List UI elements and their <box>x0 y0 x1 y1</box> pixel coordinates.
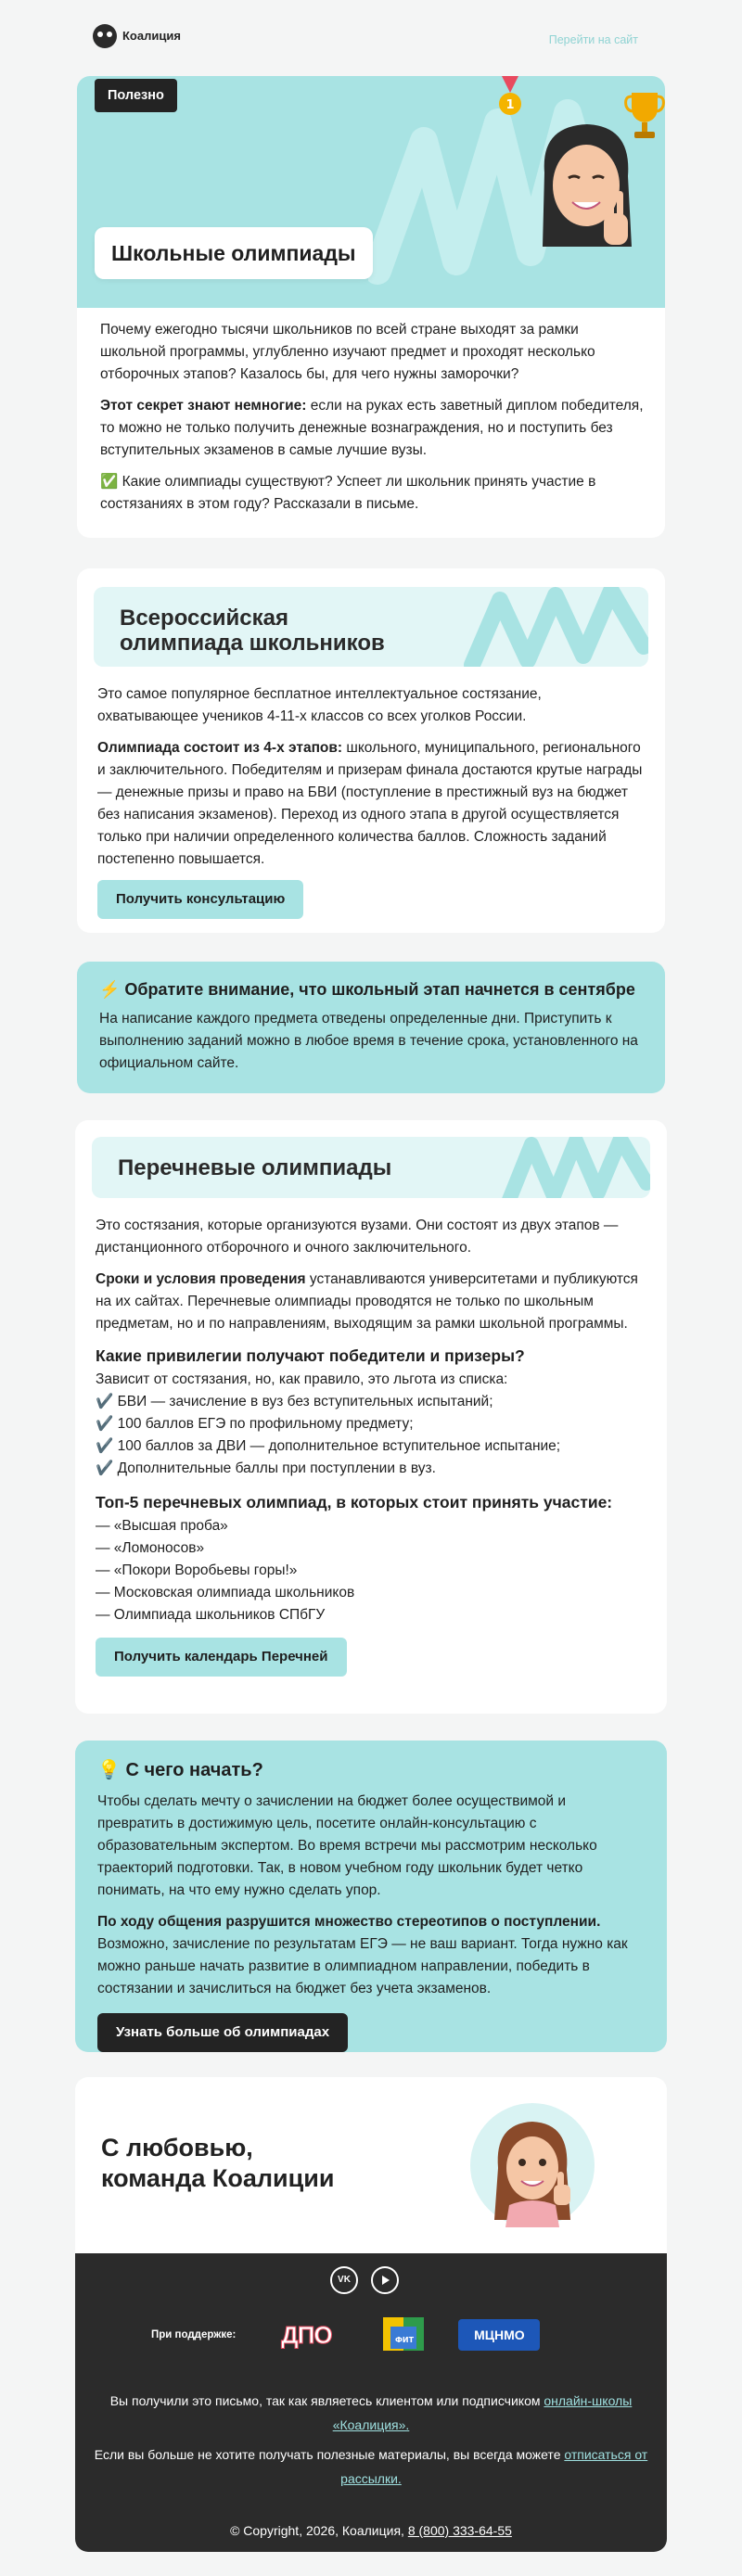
footer-text: Если вы больше не хотите получать полезные материалы, вы всегда можете <box>94 2447 565 2462</box>
intro-paragraph-1: Почему ежегодно тысячи школьников по всей стране выходят за рамки школьной программы, углубленно изучают предмет и проходят несколько отборочных этапов? Казалось бы, для чего нужны заморочки? <box>100 322 595 382</box>
privileges-title: Какие привилегии получают победители и призеры? <box>96 1346 525 1365</box>
page-title: Школьные олимпиады <box>95 227 373 279</box>
unsubscribe-link[interactable]: отписаться от рассылки. <box>340 2447 648 2486</box>
section-band <box>92 1137 650 1198</box>
avatar-girl-icon <box>531 117 641 256</box>
list-item: — «Покори Воробьевы горы!» <box>96 1562 298 1578</box>
tag-badge: Полезно <box>95 79 177 112</box>
perechen-card <box>75 1120 667 1714</box>
zigzag-decoration-icon <box>463 587 648 667</box>
start-rest: Возможно, зачисление по результатам ЕГЭ — не ваш вариант. Тогда нужно как можно раньше начать развитие в олимпиадном направлении, победить в состязании и зачислиться на бюджет без учета экзаменов. <box>97 1936 628 1996</box>
section-title-line2: олимпиада школьников <box>120 631 385 656</box>
hero-card <box>77 76 665 538</box>
notice-title: ⚡ Обратите внимание, что школьный этап начнется в сентябре <box>99 980 635 999</box>
intro-bold: Этот секрет знают немногие: <box>100 398 307 414</box>
signoff-line1: С любовью, <box>101 2134 253 2162</box>
youtube-icon[interactable] <box>371 2266 399 2294</box>
vsosh-card <box>77 568 665 933</box>
intro-paragraph-2 <box>100 395 647 462</box>
list-item: — Олимпиада школьников СПбГУ <box>96 1607 326 1623</box>
list-item: ✔️ Дополнительные баллы при поступлении в вуз. <box>96 1460 436 1476</box>
social-links <box>330 2266 399 2294</box>
cube-icon <box>379 2314 429 2356</box>
list-item: — «Высшая проба» <box>96 1518 228 1534</box>
play-icon <box>379 2275 390 2286</box>
partners-row <box>151 2316 540 2353</box>
brand-name: Коалиция <box>122 29 181 43</box>
footer-reason-text <box>94 2389 648 2437</box>
vsosh-bold: Олимпиада состоит из 4-х этапов: <box>97 740 343 756</box>
email-header <box>93 20 649 54</box>
avatar-thumbs-up-icon <box>470 2103 595 2227</box>
section-title-line1: Всероссийская <box>120 606 288 631</box>
footer-unsubscribe-text <box>94 2442 648 2491</box>
notice-text: На написание каждого предмета отведены определенные дни. Приступить к выполнению заданий можно в любое время в течение срока, установленного на официальном сайте. <box>99 1011 638 1071</box>
vsosh-rest: школьного, муниципального, регионального и заключительного. Победителям и призерам финала достаются крутые награды — денежные призы и право на БВИ (поступление в престижный вуз на бюджет без написания экзаменов). Переход из одного этапа в другой осуществляется только при наличии определенного количества баллов. Сложность заданий постепенно повышается. <box>97 740 643 867</box>
calendar-button[interactable]: Получить календарь Перечней <box>96 1638 347 1677</box>
copyright <box>94 2519 648 2543</box>
site-link[interactable]: Перейти на сайт <box>548 33 638 46</box>
list-item: — «Ломоносов» <box>96 1540 205 1556</box>
privileges-list <box>96 1391 646 1480</box>
vsosh-paragraph-1: Это самое популярное бесплатное интеллектуальное состязание, охватывающее учеников 4-11-х классов со всех уголков России. <box>97 686 542 724</box>
list-item: ✔️ 100 баллов за ДВИ — дополнительное вступительное испытание; <box>96 1438 561 1454</box>
perechen-bold: Сроки и условия проведения <box>96 1271 306 1287</box>
intro-paragraph-3: ✅ Какие олимпиады существуют? Успеет ли школьник принять участие в состязаниях в этом году? Рассказали в письме. <box>100 474 596 512</box>
perechen-rest: устанавливаются университетами и публикуются на их сайтах. Перечневые олимпиады проводятся не только по школьным предметам, но и по направлениям, выходящим за рамки школьной программы. <box>96 1271 638 1332</box>
signoff-card <box>75 2077 667 2253</box>
footer <box>75 2253 667 2552</box>
top5-title: Топ-5 перечневых олимпиад, в которых стоит принять участие: <box>96 1493 613 1511</box>
section-band <box>94 587 648 667</box>
intro-rest: если на руках есть заветный диплом победителя, то можно не только получить денежные вознаграждения, но и поступить без вступительных экзаменов в самые лучшие вузы. <box>100 398 644 458</box>
support-label: При поддержке: <box>151 2329 237 2340</box>
footer-text: Вы получили это письмо, так как являетесь клиентом или подписчиком <box>109 2393 544 2408</box>
phone-link[interactable]: 8 (800) 333-64-55 <box>407 2523 512 2538</box>
signoff-line2: команда Коалиции <box>101 2164 335 2192</box>
section-title: Перечневые олимпиады <box>118 1155 392 1180</box>
start-card <box>75 1741 667 2052</box>
start-bold: По ходу общения разрушится множество стереотипов о поступлении. <box>97 1914 601 1930</box>
signoff-text <box>101 2133 334 2194</box>
start-paragraph-1: Чтобы сделать мечту о зачислении на бюджет более осуществимой и превратить в достижимую цель, посетите онлайн-консультацию с образовательным экспертом. Во время встречи мы рассмотрим несколько траекторий подготовки. Так, в новом учебном году школьник будет четко понимать, на что ему нужно сделать упор. <box>97 1793 597 1898</box>
school-link[interactable]: онлайн-школы «Коалиция». <box>332 2393 633 2432</box>
list-item: ✔️ БВИ — зачисление в вуз без вступительных испытаний; <box>96 1394 493 1409</box>
medal-icon <box>494 76 526 119</box>
hero-banner <box>77 76 665 308</box>
list-item: ✔️ 100 баллов ЕГЭ по профильному предмету; <box>96 1416 414 1432</box>
partner-logo-dpo[interactable]: ДПО <box>281 2321 332 2349</box>
zigzag-decoration-icon <box>502 1137 650 1198</box>
consultation-button[interactable]: Получить консультацию <box>97 880 303 919</box>
svg-text:1: 1 <box>505 98 515 112</box>
list-item: — Московская олимпиада школьников <box>96 1585 355 1600</box>
intro-text <box>100 319 647 525</box>
brand-logo[interactable] <box>93 24 181 48</box>
perechen-paragraph-1: Это состязания, которые организуются вузами. Они состоят из двух этапов — дистанционного отборочного и очного заключительного. <box>96 1218 619 1256</box>
start-title: 💡 С чего начать? <box>97 1760 263 1780</box>
learn-more-button[interactable]: Узнать больше об олимпиадах <box>97 2013 348 2052</box>
perechen-paragraph-2 <box>96 1269 646 1335</box>
partner-logo-mccme[interactable]: МЦНМО <box>458 2319 540 2351</box>
start-paragraph-2 <box>97 1911 645 2000</box>
avatar <box>470 2103 595 2227</box>
svg-text:ФИТ: ФИТ <box>395 2336 415 2344</box>
top5-list <box>96 1515 646 1626</box>
section-title <box>120 606 385 656</box>
privileges-intro: Зависит от состязания, но, как правило, это льгота из списка: <box>96 1371 508 1387</box>
copyright-text: © Copyright, 2026, Коалиция, <box>230 2523 408 2538</box>
vsosh-paragraph-2 <box>97 737 645 871</box>
notice-card <box>77 962 665 1093</box>
vk-icon[interactable]: VK <box>330 2266 358 2294</box>
koala-icon <box>93 24 117 48</box>
partner-logo-fit[interactable] <box>377 2316 432 2353</box>
